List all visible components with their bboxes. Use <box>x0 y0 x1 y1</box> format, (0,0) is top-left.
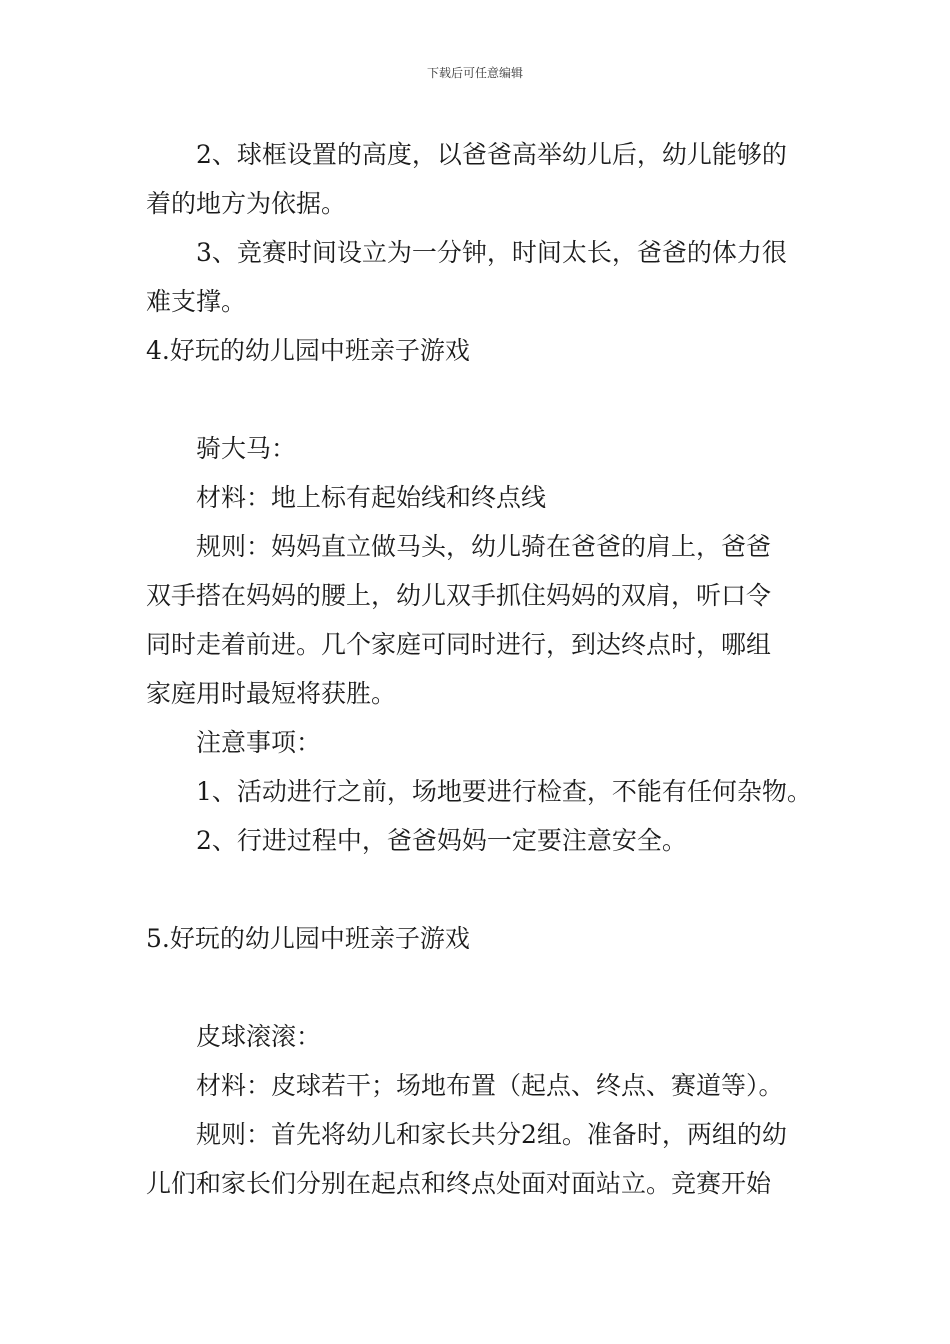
rules-line: 规则：妈妈直立做马头，幼儿骑在爸爸的肩上，爸爸 <box>196 532 772 561</box>
paragraph-line: 同时走着前进。几个家庭可同时进行，到达终点时，哪组 <box>146 630 772 659</box>
section-heading: 4.好玩的幼儿园中班亲子游戏 <box>146 336 470 365</box>
page-header: 下载后可任意编辑 <box>426 66 523 80</box>
materials-line: 材料：皮球若干；场地布置（起点、终点、赛道等）。 <box>196 1071 784 1100</box>
materials-line: 材料：地上标有起始线和终点线 <box>196 483 547 512</box>
game-title: 骑大马： <box>196 434 297 463</box>
note-item: 1、活动进行之前，场地要进行检查，不能有任何杂物。 <box>196 777 812 806</box>
paragraph-line: 双手搭在妈妈的腰上，幼儿双手抓住妈妈的双肩，听口令 <box>146 581 772 610</box>
document-body <box>146 130 810 1208</box>
notes-title: 注意事项： <box>196 728 322 757</box>
paragraph-line: 难支撑。 <box>146 287 247 316</box>
game-title: 皮球滚滚： <box>196 1022 322 1051</box>
paragraph-line: 家庭用时最短将获胜。 <box>146 679 397 708</box>
paragraph-line: 着的地方为依据。 <box>146 189 347 218</box>
paragraph-line: 3、竞赛时间设立为一分钟，时间太长，爸爸的体力很 <box>196 238 787 267</box>
blank-gap <box>146 865 810 914</box>
note-item: 2、行进过程中，爸爸妈妈一定要注意安全。 <box>196 826 687 855</box>
paragraph-line: 2、球框设置的高度，以爸爸高举幼儿后，幼儿能够的 <box>196 140 787 169</box>
section-heading: 5.好玩的幼儿园中班亲子游戏 <box>146 924 470 953</box>
blank-gap <box>146 963 810 1012</box>
rules-line: 规则：首先将幼儿和家长共分2组。准备时，两组的幼 <box>196 1120 787 1149</box>
blank-gap <box>146 375 810 424</box>
paragraph-line: 儿们和家长们分别在起点和终点处面对面站立。竞赛开始 <box>146 1169 772 1198</box>
